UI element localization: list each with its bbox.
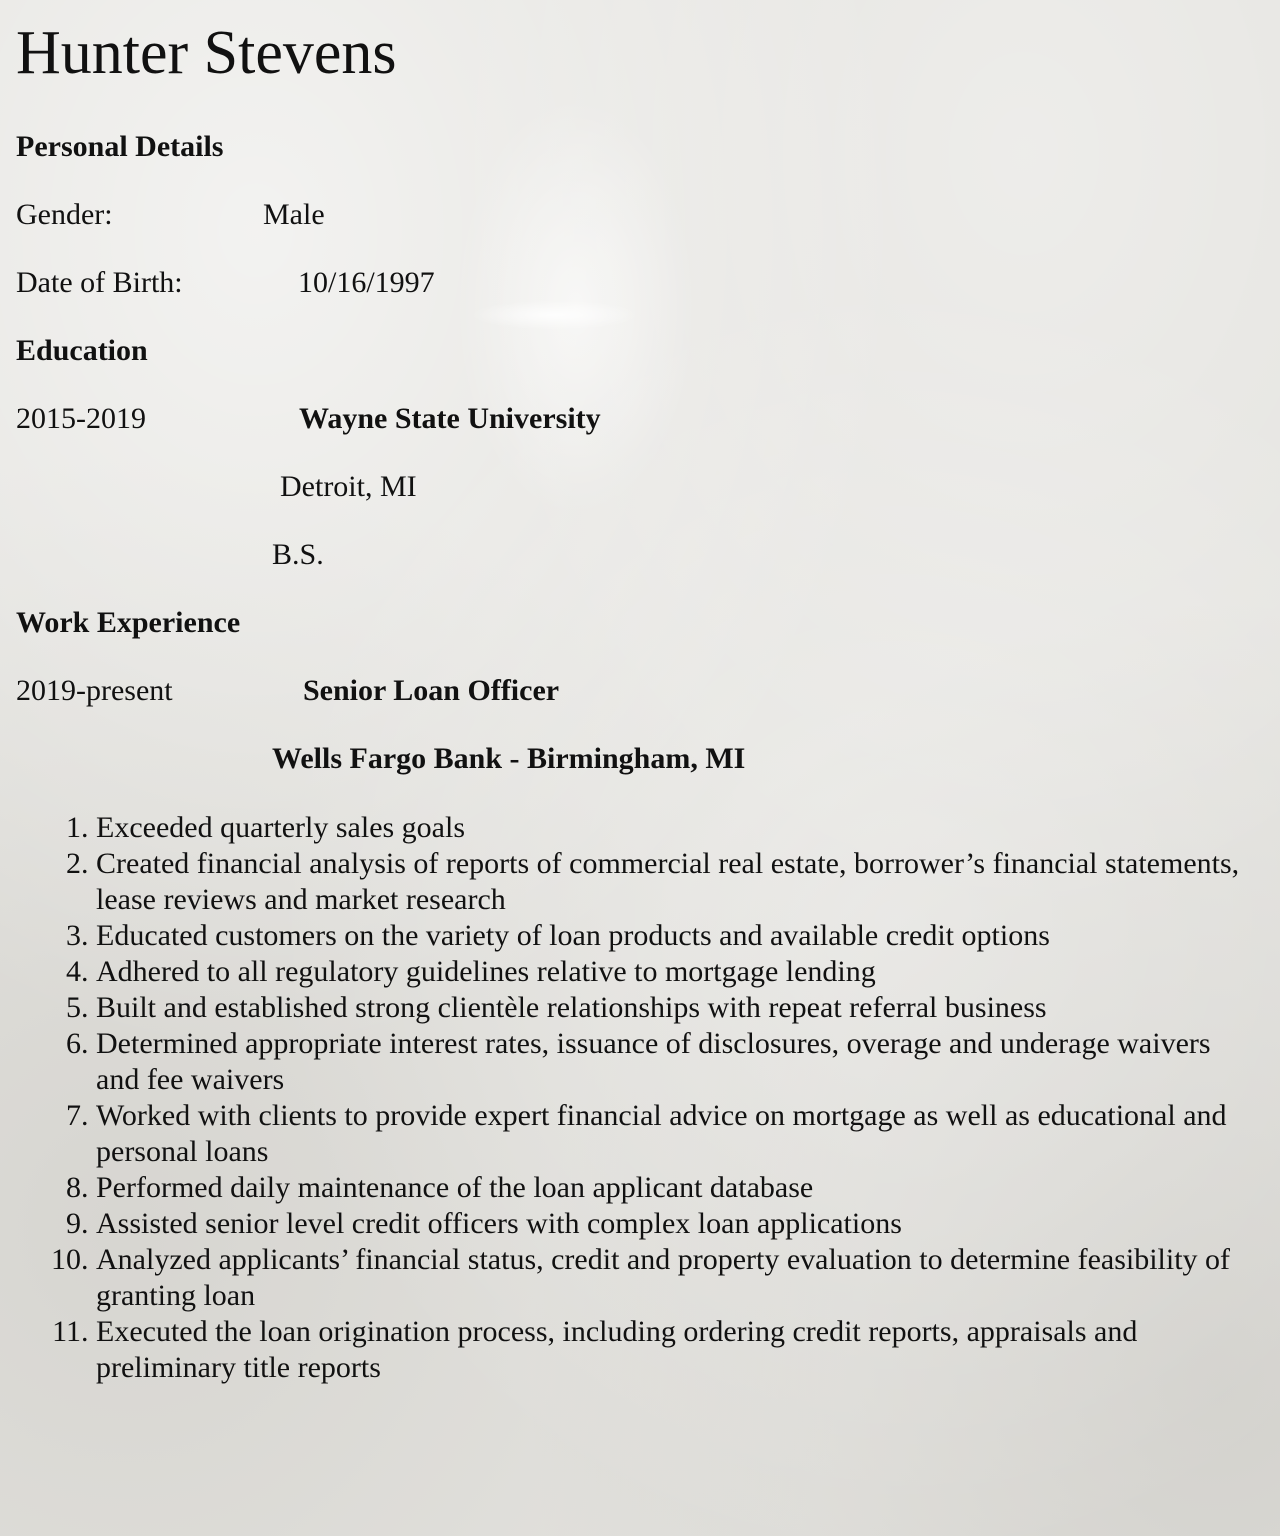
duty-item: 11. Executed the loan origination process, including ordering credit reports, appraisals and preliminary title reports [96,1314,1256,1386]
dob-value: 10/16/1997 [298,266,435,299]
duty-item: 3. Educated customers on the variety of loan products and available credit options [96,918,1256,954]
gender-label: Gender: [16,198,113,231]
duty-item: 7. Worked with clients to provide expert financial advice on mortgage as well as educational and personal loans [96,1098,1256,1170]
job-title: Senior Loan Officer [303,674,560,707]
duty-item: 2. Created financial analysis of reports of commercial real estate, borrower’s financial statements, lease reviews and market research [96,846,1256,918]
duty-item: 6. Determined appropriate interest rates, issuance of disclosures, overage and underage waivers and fee waivers [96,1026,1256,1098]
personal-details-heading: Personal Details [16,130,224,163]
education-years: 2015-2019 [16,402,146,435]
duties-list [16,810,1256,1386]
resume-name: Hunter Stevens [16,19,397,87]
education-heading: Education [16,334,148,367]
work-years: 2019-present [16,674,173,707]
education-school: Wayne State University [299,402,601,435]
work-experience-heading: Work Experience [16,606,241,639]
duty-item: 1. Exceeded quarterly sales goals [96,810,1256,846]
employer: Wells Fargo Bank - Birmingham, MI [272,742,746,775]
education-location: Detroit, MI [280,470,417,503]
duty-item: 8. Performed daily maintenance of the loan applicant database [96,1170,1256,1206]
duty-item: 5. Built and established strong clientèle relationships with repeat referral business [96,990,1256,1026]
education-degree: B.S. [272,538,324,571]
paper-crease-texture [470,300,640,330]
gender-value: Male [263,198,325,231]
duty-item: 4. Adhered to all regulatory guidelines relative to mortgage lending [96,954,1256,990]
duty-item: 9. Assisted senior level credit officers with complex loan applications [96,1206,1256,1242]
dob-label: Date of Birth: [16,266,183,299]
duty-item: 10. Analyzed applicants’ financial status, credit and property evaluation to determine feasibility of granting loan [96,1242,1256,1314]
